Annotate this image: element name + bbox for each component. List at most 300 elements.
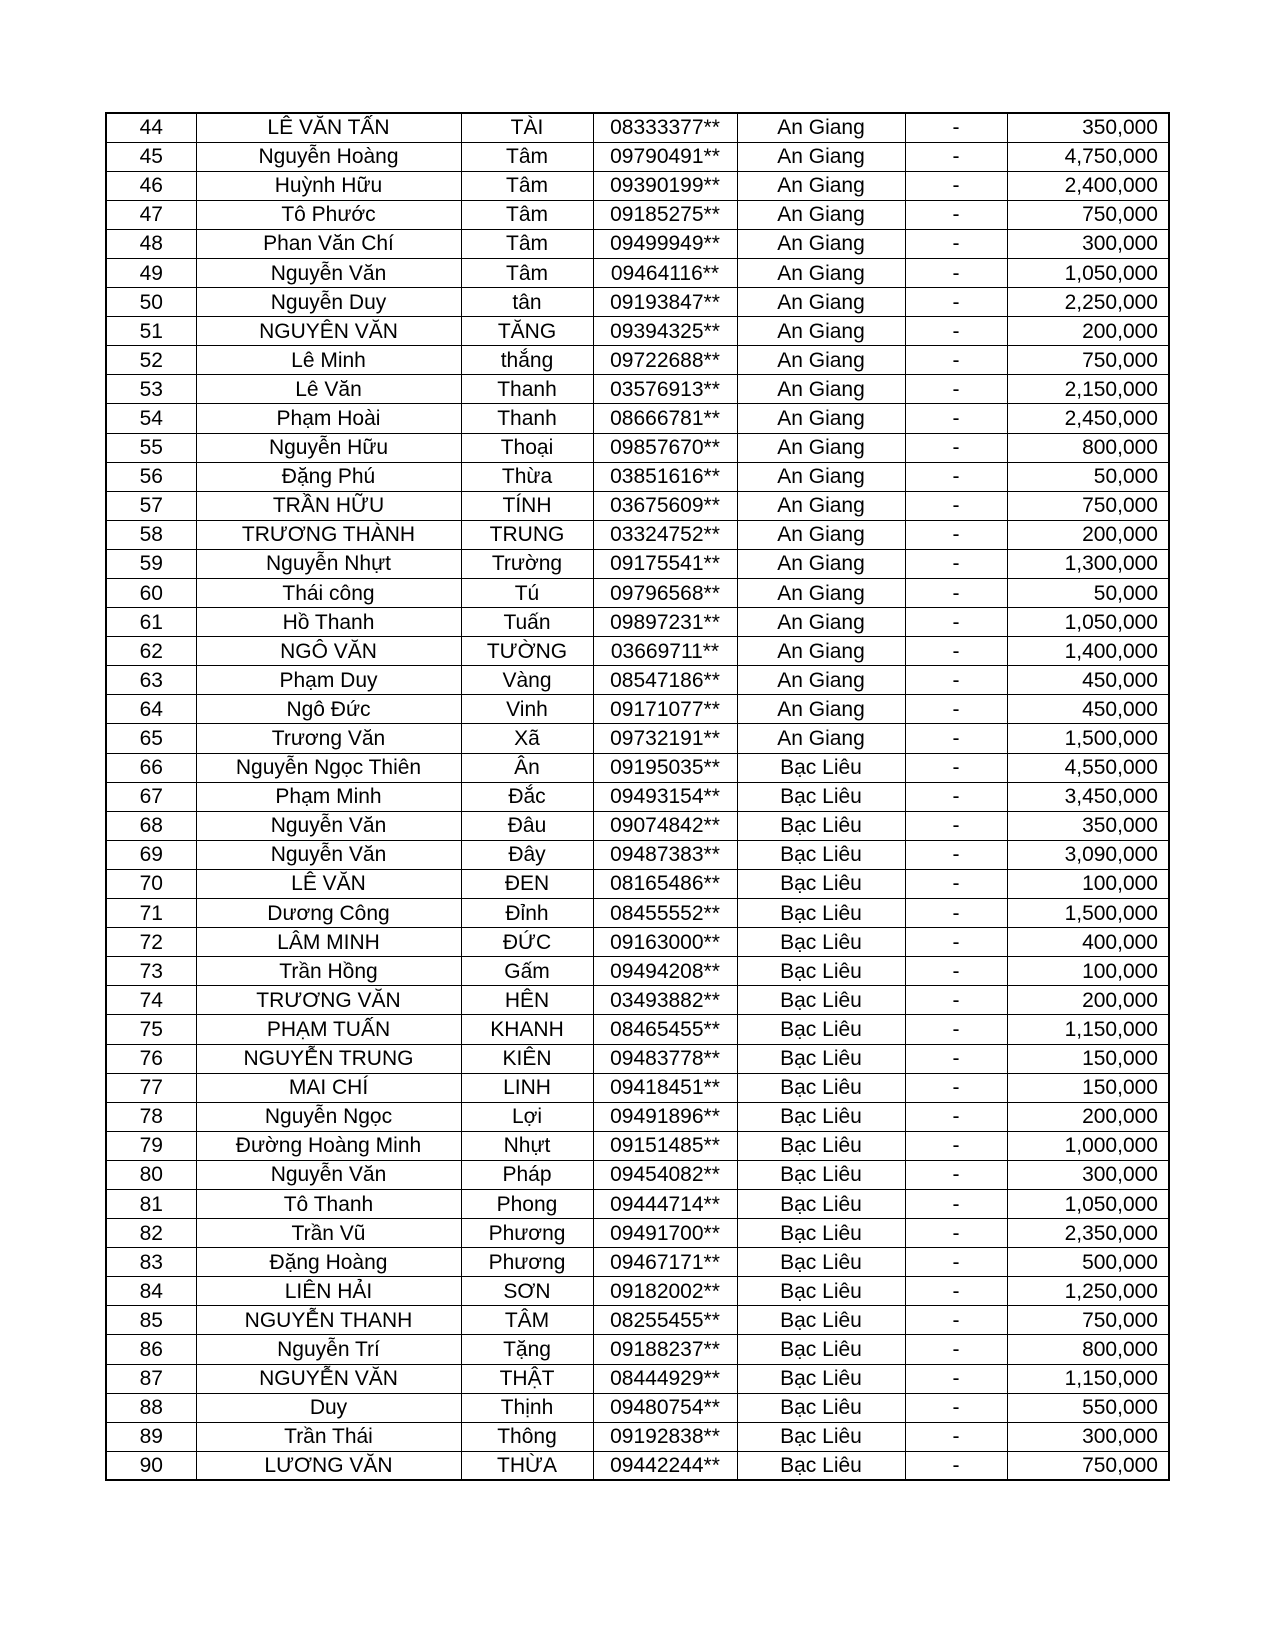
given-name-cell: TƯỜNG (461, 637, 593, 666)
dash-placeholder-cell: - (905, 928, 1007, 957)
table-row (106, 1073, 1169, 1102)
given-name-cell: THỪA (461, 1451, 593, 1480)
table-row (106, 666, 1169, 695)
family-middle-name-cell: NGUYỄN THANH (196, 1306, 461, 1335)
given-name-cell: Ân (461, 753, 593, 782)
family-middle-name-cell: Nguyễn Duy (196, 288, 461, 317)
family-middle-name-cell: Lê Minh (196, 346, 461, 375)
family-middle-name-cell: MAI CHÍ (196, 1073, 461, 1102)
donation-amount-cell: 800,000 (1007, 433, 1169, 462)
donation-amount-cell: 400,000 (1007, 928, 1169, 957)
donation-amount-cell: 1,300,000 (1007, 549, 1169, 578)
family-middle-name-cell: TRƯƠNG VĂN (196, 986, 461, 1015)
donation-amount-cell: 750,000 (1007, 200, 1169, 229)
donation-amount-cell: 1,150,000 (1007, 1364, 1169, 1393)
row-number-cell: 75 (106, 1015, 196, 1044)
family-middle-name-cell: NGUYỄN VĂN (196, 1364, 461, 1393)
given-name-cell: Tặng (461, 1335, 593, 1364)
dash-placeholder-cell: - (905, 1219, 1007, 1248)
province-cell: An Giang (737, 288, 905, 317)
phone-number-cell: 09464116** (593, 258, 737, 287)
family-middle-name-cell: LÊ VĂN TẤN (196, 113, 461, 142)
given-name-cell: SƠN (461, 1277, 593, 1306)
family-middle-name-cell: Nguyễn Hoàng (196, 142, 461, 171)
given-name-cell: Vinh (461, 695, 593, 724)
phone-number-cell: 09390199** (593, 171, 737, 200)
phone-number-cell: 09897231** (593, 608, 737, 637)
phone-number-cell: 09732191** (593, 724, 737, 753)
dash-placeholder-cell: - (905, 404, 1007, 433)
dash-placeholder-cell: - (905, 1160, 1007, 1189)
province-cell: Bạc Liêu (737, 1364, 905, 1393)
dash-placeholder-cell: - (905, 753, 1007, 782)
family-middle-name-cell: Duy (196, 1393, 461, 1422)
phone-number-cell: 09394325** (593, 317, 737, 346)
phone-number-cell: 09175541** (593, 549, 737, 578)
province-cell: An Giang (737, 258, 905, 287)
dash-placeholder-cell: - (905, 1393, 1007, 1422)
dash-placeholder-cell: - (905, 113, 1007, 142)
donation-amount-cell: 2,150,000 (1007, 375, 1169, 404)
family-middle-name-cell: Phan Văn Chí (196, 229, 461, 258)
phone-number-cell: 09163000** (593, 928, 737, 957)
province-cell: Bạc Liêu (737, 1131, 905, 1160)
row-number-cell: 87 (106, 1364, 196, 1393)
province-cell: Bạc Liêu (737, 1219, 905, 1248)
given-name-cell: HÊN (461, 986, 593, 1015)
family-middle-name-cell: LÊ VĂN (196, 869, 461, 898)
table-row (106, 549, 1169, 578)
donation-amount-cell: 300,000 (1007, 1160, 1169, 1189)
dash-placeholder-cell: - (905, 1189, 1007, 1218)
row-number-cell: 48 (106, 229, 196, 258)
donation-amount-cell: 200,000 (1007, 317, 1169, 346)
table-row (106, 258, 1169, 287)
family-middle-name-cell: Nguyễn Văn (196, 840, 461, 869)
phone-number-cell: 09493154** (593, 782, 737, 811)
donation-amount-cell: 450,000 (1007, 666, 1169, 695)
donation-amount-cell: 350,000 (1007, 113, 1169, 142)
province-cell: An Giang (737, 491, 905, 520)
donation-amount-cell: 500,000 (1007, 1248, 1169, 1277)
row-number-cell: 88 (106, 1393, 196, 1422)
province-cell: Bạc Liêu (737, 1248, 905, 1277)
given-name-cell: Đây (461, 840, 593, 869)
province-cell: Bạc Liêu (737, 782, 905, 811)
province-cell: An Giang (737, 433, 905, 462)
phone-number-cell: 09193847** (593, 288, 737, 317)
dash-placeholder-cell: - (905, 1044, 1007, 1073)
province-cell: Bạc Liêu (737, 753, 905, 782)
row-number-cell: 84 (106, 1277, 196, 1306)
family-middle-name-cell: Đường Hoàng Minh (196, 1131, 461, 1160)
phone-number-cell: 09491700** (593, 1219, 737, 1248)
table-row (106, 1393, 1169, 1422)
table-row (106, 142, 1169, 171)
family-middle-name-cell: Thái công (196, 579, 461, 608)
family-middle-name-cell: Phạm Hoài (196, 404, 461, 433)
province-cell: Bạc Liêu (737, 1393, 905, 1422)
given-name-cell: TRUNG (461, 520, 593, 549)
table-row (106, 113, 1169, 142)
given-name-cell: Thanh (461, 404, 593, 433)
province-cell: Bạc Liêu (737, 1015, 905, 1044)
given-name-cell: KHANH (461, 1015, 593, 1044)
dash-placeholder-cell: - (905, 724, 1007, 753)
donation-amount-cell: 4,550,000 (1007, 753, 1169, 782)
given-name-cell: Tâm (461, 200, 593, 229)
family-middle-name-cell: Đặng Hoàng (196, 1248, 461, 1277)
dash-placeholder-cell: - (905, 142, 1007, 171)
dash-placeholder-cell: - (905, 1277, 1007, 1306)
table-row (106, 811, 1169, 840)
phone-number-cell: 09182002** (593, 1277, 737, 1306)
phone-number-cell: 08255455** (593, 1306, 737, 1335)
province-cell: Bạc Liêu (737, 928, 905, 957)
phone-number-cell: 09857670** (593, 433, 737, 462)
row-number-cell: 55 (106, 433, 196, 462)
donation-amount-cell: 200,000 (1007, 1102, 1169, 1131)
province-cell: An Giang (737, 724, 905, 753)
donation-amount-cell: 300,000 (1007, 1422, 1169, 1451)
province-cell: Bạc Liêu (737, 840, 905, 869)
donation-amount-cell: 150,000 (1007, 1044, 1169, 1073)
donation-amount-cell: 2,250,000 (1007, 288, 1169, 317)
family-middle-name-cell: Nguyễn Trí (196, 1335, 461, 1364)
donation-amount-cell: 750,000 (1007, 1306, 1169, 1335)
table-row (106, 1044, 1169, 1073)
donation-amount-cell: 4,750,000 (1007, 142, 1169, 171)
given-name-cell: Gấm (461, 957, 593, 986)
table-row (106, 433, 1169, 462)
phone-number-cell: 09074842** (593, 811, 737, 840)
donation-amount-cell: 2,450,000 (1007, 404, 1169, 433)
dash-placeholder-cell: - (905, 1248, 1007, 1277)
donation-amount-cell: 50,000 (1007, 462, 1169, 491)
table-row (106, 1306, 1169, 1335)
given-name-cell: Phương (461, 1248, 593, 1277)
dash-placeholder-cell: - (905, 637, 1007, 666)
row-number-cell: 65 (106, 724, 196, 753)
donation-amount-cell: 1,150,000 (1007, 1015, 1169, 1044)
family-middle-name-cell: Trương Văn (196, 724, 461, 753)
table-row (106, 782, 1169, 811)
province-cell: Bạc Liêu (737, 1160, 905, 1189)
family-middle-name-cell: Nguyễn Văn (196, 258, 461, 287)
province-cell: An Giang (737, 579, 905, 608)
phone-number-cell: 08165486** (593, 869, 737, 898)
donation-amount-cell: 200,000 (1007, 520, 1169, 549)
donation-amount-cell: 750,000 (1007, 346, 1169, 375)
row-number-cell: 79 (106, 1131, 196, 1160)
dash-placeholder-cell: - (905, 1335, 1007, 1364)
province-cell: An Giang (737, 171, 905, 200)
phone-number-cell: 09494208** (593, 957, 737, 986)
row-number-cell: 81 (106, 1189, 196, 1218)
row-number-cell: 45 (106, 142, 196, 171)
row-number-cell: 46 (106, 171, 196, 200)
given-name-cell: THẬT (461, 1364, 593, 1393)
table-row (106, 200, 1169, 229)
dash-placeholder-cell: - (905, 520, 1007, 549)
table-row (106, 579, 1169, 608)
family-middle-name-cell: Nguyễn Ngọc (196, 1102, 461, 1131)
province-cell: An Giang (737, 113, 905, 142)
row-number-cell: 47 (106, 200, 196, 229)
family-middle-name-cell: LƯƠNG VĂN (196, 1451, 461, 1480)
phone-number-cell: 09444714** (593, 1189, 737, 1218)
table-row (106, 608, 1169, 637)
table-row (106, 346, 1169, 375)
donation-amount-cell: 750,000 (1007, 491, 1169, 520)
phone-number-cell: 09467171** (593, 1248, 737, 1277)
table-row (106, 462, 1169, 491)
donation-amount-cell: 1,400,000 (1007, 637, 1169, 666)
donation-amount-cell: 50,000 (1007, 579, 1169, 608)
dash-placeholder-cell: - (905, 695, 1007, 724)
family-middle-name-cell: Phạm Minh (196, 782, 461, 811)
province-cell: Bạc Liêu (737, 1277, 905, 1306)
donation-amount-cell: 1,500,000 (1007, 724, 1169, 753)
dash-placeholder-cell: - (905, 491, 1007, 520)
given-name-cell: Lợi (461, 1102, 593, 1131)
province-cell: Bạc Liêu (737, 986, 905, 1015)
given-name-cell: Nhựt (461, 1131, 593, 1160)
province-cell: Bạc Liêu (737, 1306, 905, 1335)
given-name-cell: ĐỨC (461, 928, 593, 957)
table-row (106, 840, 1169, 869)
phone-number-cell: 03675609** (593, 491, 737, 520)
dash-placeholder-cell: - (905, 579, 1007, 608)
row-number-cell: 68 (106, 811, 196, 840)
family-middle-name-cell: Lê Văn (196, 375, 461, 404)
province-cell: An Giang (737, 608, 905, 637)
table-row (106, 1248, 1169, 1277)
phone-number-cell: 09442244** (593, 1451, 737, 1480)
province-cell: An Giang (737, 404, 905, 433)
donor-table (105, 112, 1170, 1481)
phone-number-cell: 09185275** (593, 200, 737, 229)
province-cell: Bạc Liêu (737, 869, 905, 898)
dash-placeholder-cell: - (905, 171, 1007, 200)
table-row (106, 1451, 1169, 1480)
dash-placeholder-cell: - (905, 433, 1007, 462)
family-middle-name-cell: Tô Thanh (196, 1189, 461, 1218)
donation-amount-cell: 800,000 (1007, 1335, 1169, 1364)
given-name-cell: TÂM (461, 1306, 593, 1335)
dash-placeholder-cell: - (905, 840, 1007, 869)
family-middle-name-cell: Trần Thái (196, 1422, 461, 1451)
province-cell: Bạc Liêu (737, 1102, 905, 1131)
province-cell: An Giang (737, 695, 905, 724)
dash-placeholder-cell: - (905, 1102, 1007, 1131)
dash-placeholder-cell: - (905, 229, 1007, 258)
dash-placeholder-cell: - (905, 1422, 1007, 1451)
table-row (106, 637, 1169, 666)
phone-number-cell: 08455552** (593, 899, 737, 928)
table-row (106, 1189, 1169, 1218)
province-cell: An Giang (737, 549, 905, 578)
donation-amount-cell: 150,000 (1007, 1073, 1169, 1102)
dash-placeholder-cell: - (905, 462, 1007, 491)
dash-placeholder-cell: - (905, 375, 1007, 404)
family-middle-name-cell: Dương Công (196, 899, 461, 928)
row-number-cell: 58 (106, 520, 196, 549)
family-middle-name-cell: Ngô Đức (196, 695, 461, 724)
given-name-cell: LINH (461, 1073, 593, 1102)
province-cell: Bạc Liêu (737, 957, 905, 986)
dash-placeholder-cell: - (905, 258, 1007, 287)
dash-placeholder-cell: - (905, 1015, 1007, 1044)
row-number-cell: 78 (106, 1102, 196, 1131)
table-row (106, 1102, 1169, 1131)
table-row (106, 404, 1169, 433)
given-name-cell: Tâm (461, 229, 593, 258)
given-name-cell: Pháp (461, 1160, 593, 1189)
phone-number-cell: 03493882** (593, 986, 737, 1015)
row-number-cell: 50 (106, 288, 196, 317)
province-cell: Bạc Liêu (737, 1044, 905, 1073)
table-row (106, 753, 1169, 782)
table-row (106, 899, 1169, 928)
dash-placeholder-cell: - (905, 869, 1007, 898)
row-number-cell: 54 (106, 404, 196, 433)
row-number-cell: 51 (106, 317, 196, 346)
phone-number-cell: 09454082** (593, 1160, 737, 1189)
table-row (106, 171, 1169, 200)
dash-placeholder-cell: - (905, 1131, 1007, 1160)
phone-number-cell: 09722688** (593, 346, 737, 375)
row-number-cell: 53 (106, 375, 196, 404)
province-cell: Bạc Liêu (737, 1335, 905, 1364)
row-number-cell: 85 (106, 1306, 196, 1335)
family-middle-name-cell: Nguyễn Nhựt (196, 549, 461, 578)
dash-placeholder-cell: - (905, 549, 1007, 578)
family-middle-name-cell: Trần Vũ (196, 1219, 461, 1248)
given-name-cell: Phương (461, 1219, 593, 1248)
family-middle-name-cell: Nguyễn Hữu (196, 433, 461, 462)
family-middle-name-cell: Đặng Phú (196, 462, 461, 491)
phone-number-cell: 09491896** (593, 1102, 737, 1131)
phone-number-cell: 09195035** (593, 753, 737, 782)
donation-amount-cell: 100,000 (1007, 869, 1169, 898)
dash-placeholder-cell: - (905, 782, 1007, 811)
donation-amount-cell: 100,000 (1007, 957, 1169, 986)
row-number-cell: 63 (106, 666, 196, 695)
given-name-cell: Thừa (461, 462, 593, 491)
given-name-cell: Xã (461, 724, 593, 753)
donation-amount-cell: 1,250,000 (1007, 1277, 1169, 1306)
donation-amount-cell: 3,090,000 (1007, 840, 1169, 869)
family-middle-name-cell: LÂM MINH (196, 928, 461, 957)
family-middle-name-cell: NGÔ VĂN (196, 637, 461, 666)
table-row (106, 491, 1169, 520)
dash-placeholder-cell: - (905, 200, 1007, 229)
table-row (106, 520, 1169, 549)
family-middle-name-cell: NGUYỄN TRUNG (196, 1044, 461, 1073)
table-row (106, 1364, 1169, 1393)
donation-amount-cell: 1,050,000 (1007, 1189, 1169, 1218)
province-cell: An Giang (737, 666, 905, 695)
family-middle-name-cell: Huỳnh Hữu (196, 171, 461, 200)
given-name-cell: Đắc (461, 782, 593, 811)
table-row (106, 1335, 1169, 1364)
phone-number-cell: 09487383** (593, 840, 737, 869)
row-number-cell: 57 (106, 491, 196, 520)
family-middle-name-cell: Tô Phước (196, 200, 461, 229)
row-number-cell: 69 (106, 840, 196, 869)
donation-amount-cell: 1,000,000 (1007, 1131, 1169, 1160)
phone-number-cell: 03576913** (593, 375, 737, 404)
family-middle-name-cell: LIÊN HẢI (196, 1277, 461, 1306)
row-number-cell: 56 (106, 462, 196, 491)
row-number-cell: 60 (106, 579, 196, 608)
given-name-cell: Trường (461, 549, 593, 578)
table-row (106, 229, 1169, 258)
row-number-cell: 89 (106, 1422, 196, 1451)
row-number-cell: 61 (106, 608, 196, 637)
given-name-cell: KIÊN (461, 1044, 593, 1073)
table-row (106, 928, 1169, 957)
province-cell: An Giang (737, 346, 905, 375)
phone-number-cell: 09796568** (593, 579, 737, 608)
row-number-cell: 73 (106, 957, 196, 986)
table-row (106, 1131, 1169, 1160)
province-cell: Bạc Liêu (737, 1189, 905, 1218)
family-middle-name-cell: TRƯƠNG THÀNH (196, 520, 461, 549)
donation-amount-cell: 1,050,000 (1007, 608, 1169, 637)
row-number-cell: 72 (106, 928, 196, 957)
row-number-cell: 49 (106, 258, 196, 287)
donation-amount-cell: 350,000 (1007, 811, 1169, 840)
row-number-cell: 62 (106, 637, 196, 666)
row-number-cell: 64 (106, 695, 196, 724)
province-cell: An Giang (737, 375, 905, 404)
phone-number-cell: 03324752** (593, 520, 737, 549)
table-row (106, 695, 1169, 724)
dash-placeholder-cell: - (905, 608, 1007, 637)
given-name-cell: Đỉnh (461, 899, 593, 928)
family-middle-name-cell: Hồ Thanh (196, 608, 461, 637)
donation-amount-cell: 300,000 (1007, 229, 1169, 258)
table-row (106, 724, 1169, 753)
given-name-cell: Thông (461, 1422, 593, 1451)
dash-placeholder-cell: - (905, 957, 1007, 986)
family-middle-name-cell: Nguyễn Văn (196, 1160, 461, 1189)
dash-placeholder-cell: - (905, 288, 1007, 317)
donation-amount-cell: 550,000 (1007, 1393, 1169, 1422)
province-cell: Bạc Liêu (737, 1451, 905, 1480)
donation-amount-cell: 200,000 (1007, 986, 1169, 1015)
table-row (106, 288, 1169, 317)
table-row (106, 957, 1169, 986)
province-cell: An Giang (737, 142, 905, 171)
row-number-cell: 83 (106, 1248, 196, 1277)
row-number-cell: 80 (106, 1160, 196, 1189)
phone-number-cell: 09151485** (593, 1131, 737, 1160)
province-cell: An Giang (737, 229, 905, 258)
phone-number-cell: 09480754** (593, 1393, 737, 1422)
given-name-cell: Tâm (461, 258, 593, 287)
province-cell: Bạc Liêu (737, 1073, 905, 1102)
province-cell: An Giang (737, 317, 905, 346)
given-name-cell: Phong (461, 1189, 593, 1218)
given-name-cell: TÍNH (461, 491, 593, 520)
donation-amount-cell: 2,350,000 (1007, 1219, 1169, 1248)
family-middle-name-cell: Nguyễn Ngọc Thiên (196, 753, 461, 782)
row-number-cell: 66 (106, 753, 196, 782)
phone-number-cell: 08547186** (593, 666, 737, 695)
